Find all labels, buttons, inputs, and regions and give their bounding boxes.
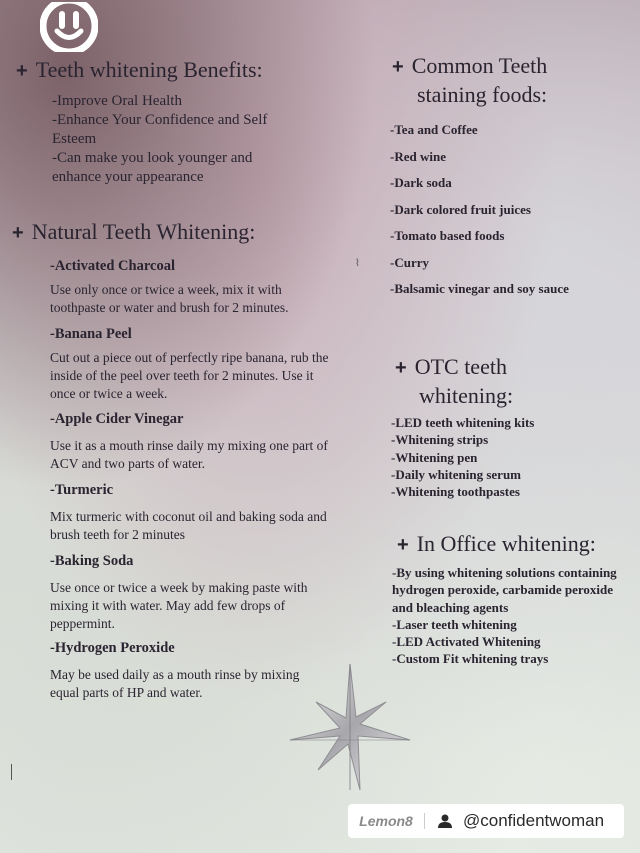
otc-item: -LED teeth whitening kits [391, 415, 535, 430]
natural-item-title: -Turmeric [50, 482, 114, 498]
benefit-line: Esteem [52, 131, 97, 147]
staining-heading-line2: staining foods: [417, 82, 548, 107]
natural-item-title: -Banana Peel [50, 326, 132, 342]
staining-item: -Balsamic vinegar and soy sauce [390, 281, 569, 296]
brand-logo: Lemon8 [348, 813, 425, 829]
office-line: and bleaching agents [392, 599, 509, 615]
staining-section [392, 52, 632, 303]
office-line: -Laser teeth whitening [392, 616, 517, 632]
office-line: -Custom Fit whitening trays [392, 651, 549, 667]
natural-item-title: -Hydrogen Peroxide [50, 640, 175, 656]
natural-item-text: Mix turmeric with coconut oil and baking soda and brush teeth for 2 minutes [50, 509, 327, 542]
benefits-list [52, 92, 346, 187]
benefits-heading: + Teeth whitening Benefits: [16, 57, 263, 82]
staining-heading: + Common Teeth [392, 53, 548, 78]
staining-list [390, 117, 632, 303]
office-line: -LED Activated Whitening [392, 634, 541, 650]
otc-item: -Whitening toothpastes [391, 484, 520, 500]
staining-item: -Dark colored fruit juices [390, 201, 531, 217]
natural-item-title: -Baking Soda [50, 553, 134, 569]
natural-item [50, 257, 330, 317]
otc-section [391, 353, 635, 500]
natural-heading: + Natural Teeth Whitening: [12, 219, 256, 244]
star-icon [288, 662, 412, 792]
natural-item-title: -Activated Charcoal [50, 258, 175, 274]
staining-item: -Curry [390, 254, 429, 270]
natural-item-text: Use only once or twice a week, mix it with toothpaste or water and brush for 2 minutes. [50, 282, 289, 315]
author-handle-text: @confidentwoman [463, 811, 605, 830]
office-section [392, 530, 637, 668]
natural-item-text: Cut out a piece out of perfectly ripe banana, rub the inside of the peel over teeth for 2 minutes. Use it once or twice a week. [50, 350, 329, 401]
user-icon [437, 813, 453, 829]
natural-item-text: May be used daily as a mouth rinse by mixing equal parts of HP and water. [50, 667, 300, 700]
office-line: hydrogen peroxide, carbamide peroxide [392, 582, 613, 598]
otc-list [391, 414, 635, 500]
staining-item: -Dark soda [390, 175, 452, 190]
staining-item: -Red wine [390, 148, 446, 164]
benefits-section [16, 56, 346, 187]
natural-item-title: -Apple Cider Vinegar [50, 411, 184, 427]
divider-mark [11, 764, 12, 780]
office-line: -By using whitening solutions containing [392, 565, 617, 580]
office-list [392, 564, 637, 668]
watermark-bar [348, 804, 624, 838]
smiley-icon [40, 2, 98, 52]
otc-item: -Whitening pen [391, 449, 478, 465]
staining-item: -Tea and Coffee [390, 122, 478, 137]
natural-item-text: Use it as a mouth rinse daily my mixing one part of ACV and two parts of water. [50, 438, 328, 471]
mark-icon: ⌇ [355, 258, 360, 269]
natural-item-text: Use once or twice a week by making paste with mixing it with water. May add few drops of peppermint. [50, 580, 308, 631]
benefit-line: enhance your appearance [52, 169, 204, 185]
otc-item: -Whitening strips [391, 432, 489, 448]
natural-section [12, 218, 342, 247]
otc-item: -Daily whitening serum [391, 466, 521, 482]
otc-heading: + OTC teeth [395, 354, 507, 379]
otc-heading-line2: whitening: [419, 383, 514, 408]
natural-item [50, 481, 330, 544]
author-handle[interactable] [425, 811, 604, 831]
natural-item [50, 325, 330, 403]
benefit-line: -Enhance Your Confidence and Self [52, 112, 268, 128]
natural-item [50, 552, 330, 633]
office-heading: + In Office whitening: [397, 531, 596, 556]
staining-item: -Tomato based foods [390, 228, 505, 243]
benefit-line: -Improve Oral Health [52, 93, 182, 109]
natural-item [50, 410, 330, 473]
benefit-line: -Can make you look younger and [52, 150, 253, 166]
